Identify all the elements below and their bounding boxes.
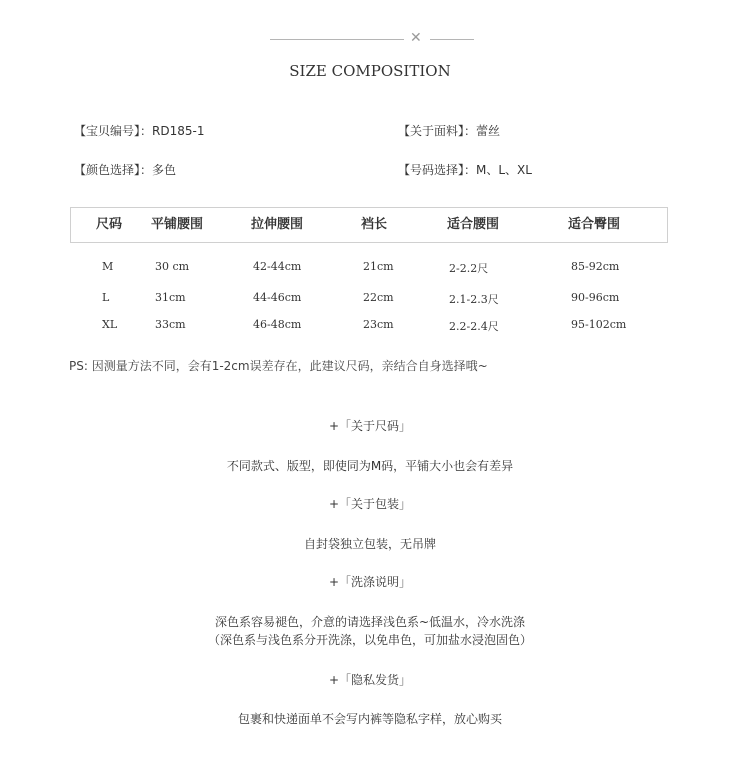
table-cell: 90-96cm [571, 291, 620, 304]
header-rise: 裆长 [360, 217, 388, 232]
table-cell: XL [102, 318, 118, 331]
package-heading: +「关于包装」 [328, 497, 412, 511]
header-flat-waist: 平铺腰围 [150, 217, 204, 232]
table-cell: L [102, 291, 110, 304]
title-divider [270, 30, 480, 47]
divider-line-left [270, 39, 404, 40]
privacy-heading: +「隐私发货」 [328, 673, 412, 687]
table-cell: 33cm [155, 318, 186, 331]
table-cell: 2.1-2.3尺 [449, 293, 499, 306]
size-options: 【号码选择】：M、L、XL [398, 163, 532, 177]
table-cell: 44-46cm [253, 291, 302, 304]
header-fit-hip: 适合臀围 [567, 217, 621, 232]
table-cell: M [102, 260, 114, 273]
color-info: 【颜色选择】：多色 [74, 163, 177, 177]
table-cell: 23cm [363, 318, 394, 331]
size-table-header [70, 207, 668, 243]
fabric-info: 【关于面料】：蕾丝 [398, 124, 501, 138]
package-text: 自封袋独立包装，无吊牌 [303, 537, 436, 551]
size-heading: +「关于尺码」 [328, 419, 412, 433]
page-title: SIZE COMPOSITION [289, 62, 451, 80]
item-number: 【宝贝编号】：RD185-1 [74, 124, 205, 138]
wash-heading: +「洗涤说明」 [328, 575, 412, 589]
wash-text-1: 深色系容易褪色，介意的请选择浅色系~低温水，冷水洗涤 [214, 615, 526, 629]
header-fit-waist: 适合腰围 [446, 217, 500, 232]
table-cell: 95-102cm [571, 318, 627, 331]
size-text: 不同款式、版型，即使同为M码，平铺大小也会有差异 [226, 459, 514, 473]
divider-line-right [430, 39, 474, 40]
ps-note: PS: 因测量方法不同，会有1-2cm误差存在，此建议尺码，亲结合自身选择哦~ [69, 359, 488, 373]
wash-text-2: （深色系与浅色系分开洗涤，以免串色，可加盐水浸泡固色） [207, 633, 532, 647]
table-cell: 42-44cm [253, 260, 302, 273]
header-stretch-waist: 拉伸腰围 [250, 217, 304, 232]
table-cell: 85-92cm [571, 260, 620, 273]
privacy-text: 包裹和快递面单不会写内裤等隐私字样，放心购买 [237, 712, 502, 726]
header-size: 尺码 [95, 217, 123, 232]
table-cell: 2.2-2.4尺 [449, 320, 499, 333]
table-cell: 31cm [155, 291, 186, 304]
table-cell: 21cm [363, 260, 394, 273]
table-cell: 30 cm [155, 260, 190, 273]
table-cell: 2-2.2尺 [449, 262, 489, 275]
cross-ornament-icon: ✕ [410, 30, 422, 46]
table-cell: 22cm [363, 291, 394, 304]
table-cell: 46-48cm [253, 318, 302, 331]
